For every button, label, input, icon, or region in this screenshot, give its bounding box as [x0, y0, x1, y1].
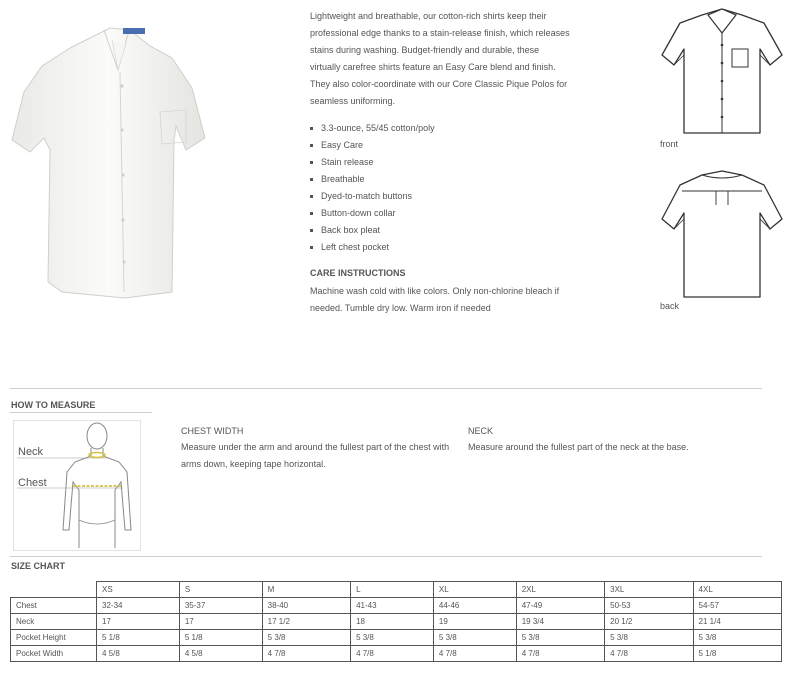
- neck-text: Measure around the fullest part of the neck at the base.: [468, 442, 689, 452]
- table-row: [11, 646, 782, 662]
- bullet-icon: [310, 127, 313, 130]
- size-header: L: [351, 582, 434, 598]
- size-header: XL: [433, 582, 516, 598]
- size-header: 3XL: [605, 582, 693, 598]
- table-cell: 41-43: [351, 598, 434, 614]
- table-cell: 17: [97, 614, 180, 630]
- table-cell: 19 3/4: [516, 614, 604, 630]
- table-cell: 5 1/8: [97, 630, 180, 646]
- size-chart-table: [10, 581, 782, 662]
- back-label: back: [660, 301, 680, 311]
- shirt-photo: [0, 0, 210, 300]
- size-chart-title: SIZE CHART: [11, 561, 65, 571]
- table-cell: 38-40: [262, 598, 350, 614]
- bullet-icon: [310, 229, 313, 232]
- chest-figure-label: Chest: [18, 477, 47, 489]
- row-label: Pocket Width: [11, 646, 97, 662]
- size-header: S: [179, 582, 262, 598]
- size-header: M: [262, 582, 350, 598]
- table-cell: 21 1/4: [693, 614, 781, 630]
- table-cell: 4 7/8: [262, 646, 350, 662]
- bullet-icon: [310, 144, 313, 147]
- chest-width-title: CHEST WIDTH: [181, 426, 244, 436]
- list-item: 3.3-ounce, 55/45 cotton/poly: [310, 120, 572, 137]
- table-row: [11, 598, 782, 614]
- table-cell: 44-46: [433, 598, 516, 614]
- size-header: XS: [97, 582, 180, 598]
- table-row: [11, 614, 782, 630]
- table-cell: 47-49: [516, 598, 604, 614]
- table-header-row: [11, 582, 782, 598]
- table-cell: 5 3/8: [605, 630, 693, 646]
- list-item: Breathable: [310, 171, 572, 188]
- table-cell: 5 3/8: [516, 630, 604, 646]
- table-cell: 54-57: [693, 598, 781, 614]
- table-cell: 4 7/8: [351, 646, 434, 662]
- list-item: Button-down collar: [310, 205, 572, 222]
- table-cell: 18: [351, 614, 434, 630]
- list-item: Back box pleat: [310, 222, 572, 239]
- bullet-icon: [310, 178, 313, 181]
- table-cell: 17: [179, 614, 262, 630]
- table-cell: 4 7/8: [433, 646, 516, 662]
- table-cell: 35-37: [179, 598, 262, 614]
- list-item: Left chest pocket: [310, 239, 572, 256]
- table-cell: 5 1/8: [693, 646, 781, 662]
- how-to-measure-title: HOW TO MEASURE: [11, 400, 96, 410]
- neck-title: NECK: [468, 426, 494, 436]
- table-cell: 32-34: [97, 598, 180, 614]
- list-item: Easy Care: [310, 137, 572, 154]
- measure-figure: [13, 420, 141, 551]
- row-label: Chest: [11, 598, 97, 614]
- table-cell: 4 7/8: [516, 646, 604, 662]
- bullet-icon: [310, 212, 313, 215]
- divider: [10, 388, 762, 389]
- feature-list: [310, 120, 572, 256]
- neck-figure-label: Neck: [18, 446, 44, 458]
- table-cell: 17 1/2: [262, 614, 350, 630]
- table-cell: 4 7/8: [605, 646, 693, 662]
- table-cell: 5 1/8: [179, 630, 262, 646]
- shirt-front-sketch: [660, 5, 785, 135]
- shirt-back-sketch: [660, 165, 785, 300]
- bullet-icon: [310, 161, 313, 164]
- table-cell: 4 5/8: [179, 646, 262, 662]
- divider: [10, 412, 152, 413]
- front-label: front: [660, 139, 679, 149]
- table-cell: 50-53: [605, 598, 693, 614]
- table-cell: 5 3/8: [433, 630, 516, 646]
- size-header: 4XL: [693, 582, 781, 598]
- chest-width-text: Measure under the arm and around the fullest part of the chest with arms down, keeping tape horizontal.: [181, 442, 450, 469]
- product-description: Lightweight and breathable, our cotton-rich shirts keep their professional edge thanks to a stain-release finish, which releases stains during washing. Budget-friendly and durable, these virtually carefree shirts feature an Easy Care blend and finish. They also color-coordinate with our Core Classic Pique Polos for seamless uniforming.: [310, 11, 570, 106]
- divider: [10, 556, 762, 557]
- list-item: Dyed-to-match buttons: [310, 188, 572, 205]
- row-label: Pocket Height: [11, 630, 97, 646]
- table-row: [11, 630, 782, 646]
- table-cell: 5 3/8: [351, 630, 434, 646]
- table-cell: 4 5/8: [97, 646, 180, 662]
- table-cell: 19: [433, 614, 516, 630]
- size-header: 2XL: [516, 582, 604, 598]
- table-cell: 20 1/2: [605, 614, 693, 630]
- table-cell: 5 3/8: [262, 630, 350, 646]
- table-cell: 5 3/8: [693, 630, 781, 646]
- row-label: Neck: [11, 614, 97, 630]
- care-text: Machine wash cold with like colors. Only non-chlorine bleach if needed. Tumble dry low. Warm iron if needed: [310, 286, 560, 313]
- list-item: Stain release: [310, 154, 572, 171]
- table-corner: [11, 582, 97, 598]
- bullet-icon: [310, 246, 313, 249]
- care-title: CARE INSTRUCTIONS: [310, 268, 406, 278]
- bullet-icon: [310, 195, 313, 198]
